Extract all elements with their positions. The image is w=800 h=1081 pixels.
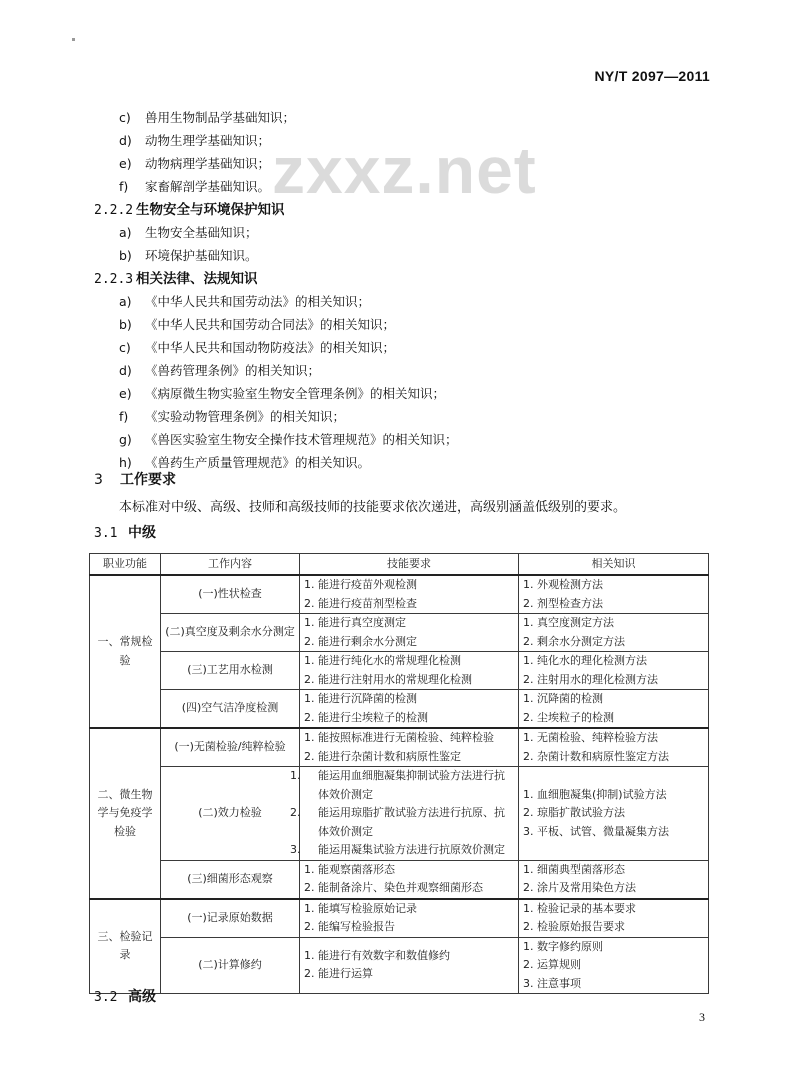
list-marker: g) bbox=[119, 432, 132, 447]
list-item bbox=[119, 110, 295, 126]
knowledge-cell: 1. 血细胞凝集(抑制)试验方法 2. 琼脂扩散试验方法 3. 平板、试管、微量凝集方法 bbox=[519, 767, 709, 861]
list-text: 动物生理学基础知识； bbox=[145, 133, 271, 148]
table-row bbox=[90, 652, 709, 690]
skills-cell: 1. 能观察菌落形态 2. 能制备涂片、染色并观察细菌形态 bbox=[300, 860, 519, 899]
list-text: 环境保护基础知识。 bbox=[145, 248, 258, 263]
list-item bbox=[119, 156, 270, 172]
section-title: 高级 bbox=[128, 989, 156, 1005]
list-item bbox=[119, 248, 258, 264]
knowledge-cell: 1. 数字修约原则 2. 运算规则 3. 注意事项 bbox=[519, 937, 709, 994]
section-title: 生物安全与环境保护知识 bbox=[136, 202, 285, 218]
scan-mark bbox=[72, 38, 75, 41]
skills-cell: 1. 能进行纯化水的常规理化检测 2. 能进行注射用水的常规理化检测 bbox=[300, 652, 519, 690]
function-cell: 一、常规检验 bbox=[90, 575, 161, 728]
list-text: 兽用生物制品学基础知识； bbox=[145, 110, 296, 125]
header-knowledge: 相关知识 bbox=[519, 554, 709, 576]
list-item bbox=[119, 133, 270, 149]
content-cell: (一)记录原始数据 bbox=[161, 899, 300, 938]
header-content: 工作内容 bbox=[161, 554, 300, 576]
list-text: 家畜解剖学基础知识。 bbox=[145, 179, 271, 194]
list-marker: d) bbox=[119, 133, 132, 148]
content-cell: (一)无菌检验/纯粹检验 bbox=[161, 728, 300, 767]
standard-code: NY/T 2097—2011 bbox=[594, 68, 710, 84]
list-text: 《兽药管理条例》的相关知识； bbox=[145, 363, 321, 378]
skills-cell: 1. 能进行有效数字和数值修约 2. 能进行运算 bbox=[300, 937, 519, 994]
skills-table bbox=[89, 553, 709, 994]
intro-paragraph: 本标准对中级、高级、技师和高级技师的技能要求依次递进，高级别涵盖低级别的要求。 bbox=[119, 500, 627, 515]
list-marker: d) bbox=[119, 363, 132, 378]
list-item bbox=[119, 317, 395, 333]
list-text: 《中华人民共和国劳动法》的相关知识； bbox=[145, 294, 371, 309]
function-cell: 三、检验记录 bbox=[90, 899, 161, 994]
table-row bbox=[90, 575, 709, 614]
list-marker: f) bbox=[119, 179, 129, 194]
section-heading-2-2-2 bbox=[94, 202, 285, 219]
skills-cell: 1. 能按照标准进行无菌检验、纯粹检验 2. 能进行杂菌计数和病原性鉴定 bbox=[300, 728, 519, 767]
table-row bbox=[90, 899, 709, 938]
list-text: 《病原微生物实验室生物安全管理条例》的相关知识； bbox=[145, 386, 446, 401]
list-text: 《中华人民共和国劳动合同法》的相关知识； bbox=[145, 317, 396, 332]
list-item bbox=[119, 340, 395, 356]
list-item bbox=[119, 179, 270, 195]
list-text: 《兽药生产质量管理规范》的相关知识。 bbox=[145, 455, 371, 470]
list-item bbox=[119, 294, 370, 310]
list-item bbox=[119, 432, 458, 448]
list-marker: a) bbox=[119, 225, 132, 240]
list-marker: b) bbox=[119, 248, 132, 263]
table-row bbox=[90, 937, 709, 994]
content-cell: (一)性状检查 bbox=[161, 575, 300, 614]
list-marker: e) bbox=[119, 156, 132, 171]
knowledge-cell: 1. 沉降菌的检测 2. 尘埃粒子的检测 bbox=[519, 690, 709, 729]
skills-cell: 1. 能填写检验原始记录 2. 能编写检验报告 bbox=[300, 899, 519, 938]
list-item bbox=[119, 386, 445, 402]
content-cell: (二)真空度及剩余水分测定 bbox=[161, 614, 300, 652]
skills-cell: 1. 能进行疫苗外观检测 2. 能进行疫苗剂型检查 bbox=[300, 575, 519, 614]
content-cell: (三)工艺用水检测 bbox=[161, 652, 300, 690]
table-row bbox=[90, 767, 709, 861]
knowledge-cell: 1. 外观检测方法 2. 剂型检查方法 bbox=[519, 575, 709, 614]
section-heading-2-2-3 bbox=[94, 271, 258, 288]
list-text: 动物病理学基础知识； bbox=[145, 156, 271, 171]
knowledge-cell: 1. 纯化水的理化检测方法 2. 注射用水的理化检测方法 bbox=[519, 652, 709, 690]
section-title: 工作要求 bbox=[120, 472, 176, 488]
list-item bbox=[119, 225, 258, 241]
knowledge-cell: 1. 细菌典型菌落形态 2. 涂片及常用染色方法 bbox=[519, 860, 709, 899]
list-item bbox=[119, 363, 320, 379]
list-item bbox=[119, 455, 370, 471]
list-marker: h) bbox=[119, 455, 132, 470]
list-text: 《兽医实验室生物安全操作技术管理规范》的相关知识； bbox=[145, 432, 458, 447]
section-number: 3.2 bbox=[94, 990, 118, 1005]
section-title: 相关法律、法规知识 bbox=[136, 271, 258, 287]
table-row bbox=[90, 728, 709, 767]
list-marker: a) bbox=[119, 294, 132, 309]
list-text: 《实验动物管理条例》的相关知识； bbox=[145, 409, 346, 424]
watermark: zxxz.net bbox=[272, 133, 537, 207]
list-marker: c) bbox=[119, 340, 131, 355]
list-marker: b) bbox=[119, 317, 132, 332]
section-heading-3 bbox=[94, 472, 176, 488]
section-heading-3-1 bbox=[94, 525, 156, 542]
list-marker: e) bbox=[119, 386, 132, 401]
content-cell: (四)空气洁净度检测 bbox=[161, 690, 300, 729]
function-cell: 二、微生物学与免疫学检验 bbox=[90, 728, 161, 899]
skills-cell: 1. 能进行真空度测定 2. 能进行剩余水分测定 bbox=[300, 614, 519, 652]
header-skills: 技能要求 bbox=[300, 554, 519, 576]
section-title: 中级 bbox=[128, 525, 156, 541]
header-function: 职业功能 bbox=[90, 554, 161, 576]
table-row bbox=[90, 614, 709, 652]
knowledge-cell: 1. 检验记录的基本要求 2. 检验原始报告要求 bbox=[519, 899, 709, 938]
section-number: 2.2.3 bbox=[94, 272, 134, 287]
content-cell: (二)效力检验 bbox=[161, 767, 300, 861]
section-heading-3-2 bbox=[94, 989, 156, 1006]
knowledge-cell: 1. 无菌检验、纯粹检验方法 2. 杂菌计数和病原性鉴定方法 bbox=[519, 728, 709, 767]
list-text: 生物安全基础知识； bbox=[145, 225, 258, 240]
page-number: 3 bbox=[699, 1010, 705, 1024]
table-row bbox=[90, 690, 709, 729]
section-number: 3 bbox=[94, 472, 103, 488]
list-marker: f) bbox=[119, 409, 129, 424]
content-cell: (二)计算修约 bbox=[161, 937, 300, 994]
section-number: 2.2.2 bbox=[94, 203, 134, 218]
list-item bbox=[119, 409, 345, 425]
skills-cell: 1. 能进行沉降菌的检测 2. 能进行尘埃粒子的检测 bbox=[300, 690, 519, 729]
list-text: 《中华人民共和国动物防疫法》的相关知识； bbox=[145, 340, 396, 355]
list-marker: c) bbox=[119, 110, 131, 125]
knowledge-cell: 1. 真空度测定方法 2. 剩余水分测定方法 bbox=[519, 614, 709, 652]
table-header-row bbox=[90, 554, 709, 576]
content-cell: (三)细菌形态观察 bbox=[161, 860, 300, 899]
section-number: 3.1 bbox=[94, 526, 118, 541]
table-row bbox=[90, 860, 709, 899]
skills-cell: 1. 能运用血细胞凝集抑制试验方法进行抗体效价测定 2. 能运用琼脂扩散试验方法进行抗原、抗体效价测定 3. 能运用凝集试验方法进行抗原效价测定 bbox=[300, 767, 519, 861]
